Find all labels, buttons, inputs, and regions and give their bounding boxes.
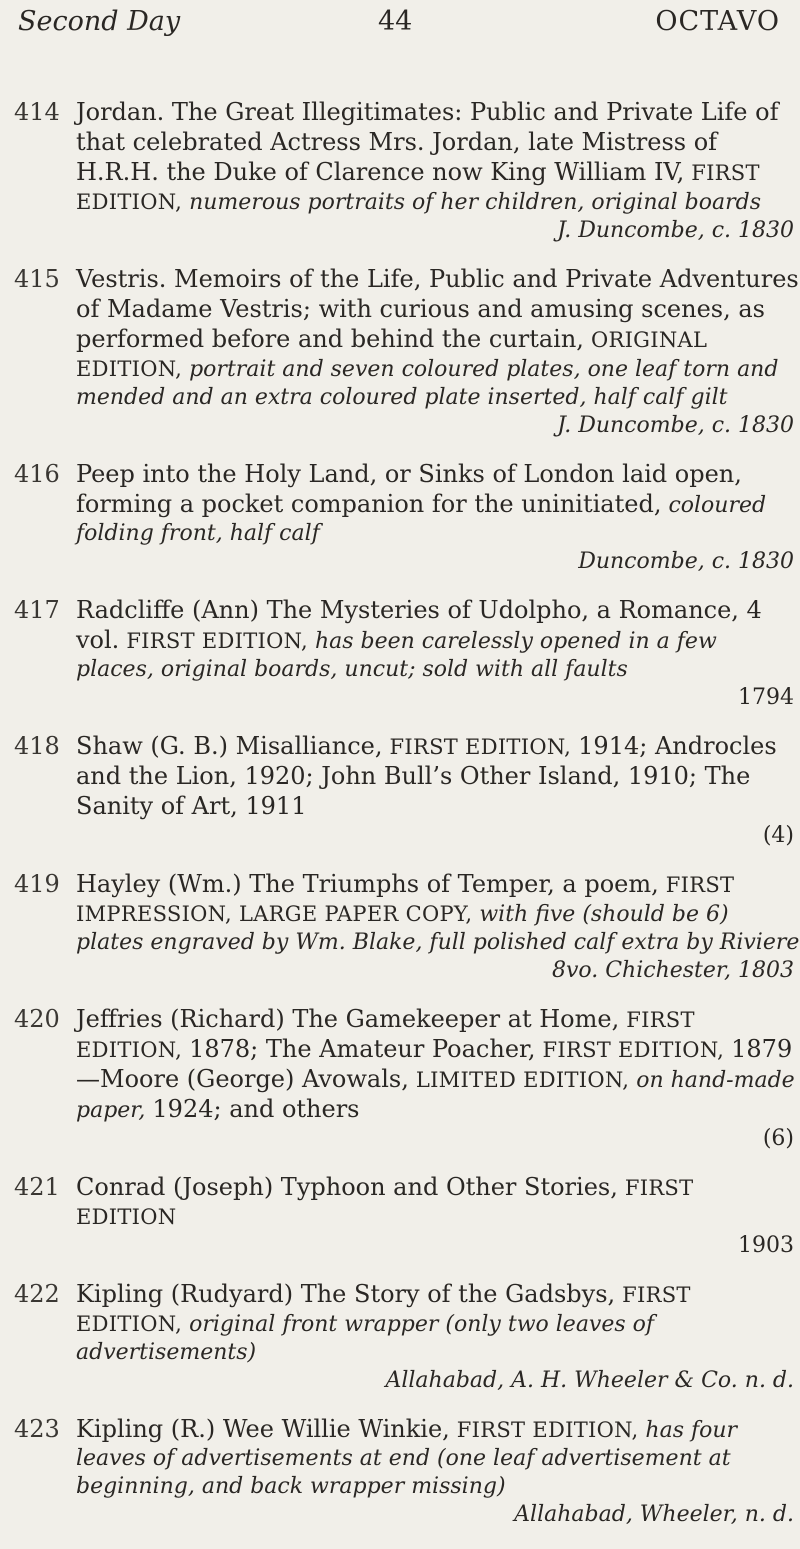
lot-title: Peep into the Holy Land, or Sinks of London laid open, forming a pocket companion for the uninitiated, [76,460,742,518]
lot-note: has been carelessly opened in a few places, original boards, uncut; sold with all faults [76,629,717,682]
lot-edition-third: LIMITED EDITION, [415,1068,630,1092]
lot-note: with five (should be 6) plates engraved by Wm. Blake, full polished calf extra by Riviere [76,902,800,955]
lot-title: Radcliffe (Ann) The Mysteries of Udolpho, a Romance, 4 vol. [76,596,762,654]
lot-description [76,460,800,576]
lot-note: numerous portraits of her children, original boards [189,190,761,215]
lot-number: 417 [14,596,60,624]
lot-details: 1878; The Amateur Poacher, [189,1035,536,1063]
lot-imprint: J. Duncombe, c. 1830 [557,218,794,243]
lot-title: Kipling (Rudyard) The Story of the Gadsbys, [76,1280,616,1308]
lot-entry [14,870,800,985]
lot-edition: FIRST EDITION [76,1176,694,1229]
lot-number: 418 [14,732,60,760]
lot-description [76,1415,800,1529]
lot-title: Vestris. Memoirs of the Life, Public and Private Adventures of Madame Vestris; with curious and amusing scenes, as performed before and behind the curtain, [76,265,799,353]
lot-edition: FIRST EDITION, [76,1283,691,1336]
lot-number: 414 [14,98,60,126]
lot-edition: FIRST EDITION, [389,735,572,759]
lot-edition-second: FIRST EDITION, [542,1038,725,1062]
lot-title: Kipling (R.) Wee Willie Winkie, [76,1415,450,1443]
lot-note: on hand-made paper, [76,1068,795,1123]
lot-imprint: 1903 [738,1233,794,1258]
lot-imprint: Duncombe, c. 1830 [578,549,794,574]
lot-description [76,265,800,440]
lot-edition: FIRST EDITION, [456,1418,639,1442]
lot-edition: FIRST EDITION, [126,629,308,653]
lot-entry [14,1280,800,1395]
day-heading: Second Day [18,6,181,37]
lot-number: 421 [14,1173,60,1201]
lot-imprint: 1794 [738,685,794,710]
lot-edition: FIRST EDITION, [76,161,760,214]
lot-title: Hayley (Wm.) The Triumphs of Temper, a poem, [76,870,659,898]
lot-number: 416 [14,460,60,488]
page-number: 44 [378,6,413,37]
lot-imprint: J. Duncombe, c. 1830 [557,413,794,438]
lot-entry [14,460,800,576]
lot-title: Shaw (G. B.) Misalliance, [76,732,383,760]
lot-imprint: Allahabad, Wheeler, n. d. [514,1502,794,1527]
lot-number: 423 [14,1415,60,1443]
lot-description [76,1280,800,1395]
lot-imprint: Allahabad, A. H. Wheeler & Co. n. d. [385,1368,794,1393]
lot-description [76,732,800,850]
lot-entry [14,732,800,850]
lot-edition: FIRST EDITION, [76,1008,695,1062]
lot-description [76,1173,800,1260]
lot-number: 419 [14,870,60,898]
page-header [18,6,780,46]
lot-entry [14,1005,800,1153]
lot-note: coloured folding front, half calf [76,493,767,546]
lot-details: 1914; Androcles and the Lion, 1920; John Bull’s Other Island, 1910; The Sanity of Art, 1911 [76,732,777,820]
lot-entry [14,1415,800,1529]
lot-imprint: 8vo. Chichester, 1803 [551,958,794,983]
lot-entry [14,1173,800,1260]
lot-details-third: 1924; and others [152,1095,360,1123]
lot-note: has four leaves of advertisements at end (one leaf advertisement at beginning, and back wrapper missing) [76,1418,738,1499]
lot-edition: FIRST IMPRESSION, LARGE PAPER COPY, [76,873,735,926]
lot-list [14,98,800,1549]
lot-entry [14,265,800,440]
lot-description [76,98,800,245]
lot-imprint: (4) [762,823,794,848]
lot-note: portrait and seven coloured plates, one leaf torn and mended and an extra coloured plate inserted, half calf gilt [76,357,779,410]
lot-edition: ORIGINAL EDITION, [76,328,708,381]
lot-description [76,870,800,985]
format-heading: OCTAVO [655,6,780,37]
lot-entry [14,596,800,712]
lot-entry [14,98,800,245]
lot-number: 415 [14,265,60,293]
lot-title: Conrad (Joseph) Typhoon and Other Stories, [76,1173,618,1201]
lot-description [76,596,800,712]
lot-number: 420 [14,1005,60,1033]
lot-imprint: (6) [762,1126,794,1151]
lot-details-second: 1879—Moore (George) Avowals, [76,1035,793,1093]
lot-title: Jeffries (Richard) The Gamekeeper at Home, [76,1005,620,1033]
lot-number: 422 [14,1280,60,1308]
lot-title: Jordan. The Great Illegitimates: Public and Private Life of that celebrated Actress Mrs. Jordan, late Mistress of H.R.H. the Duke of Clarence now King William IV, [76,98,779,186]
lot-description [76,1005,800,1153]
lot-note: original front wrapper (only two leaves of advertisements) [76,1312,655,1365]
